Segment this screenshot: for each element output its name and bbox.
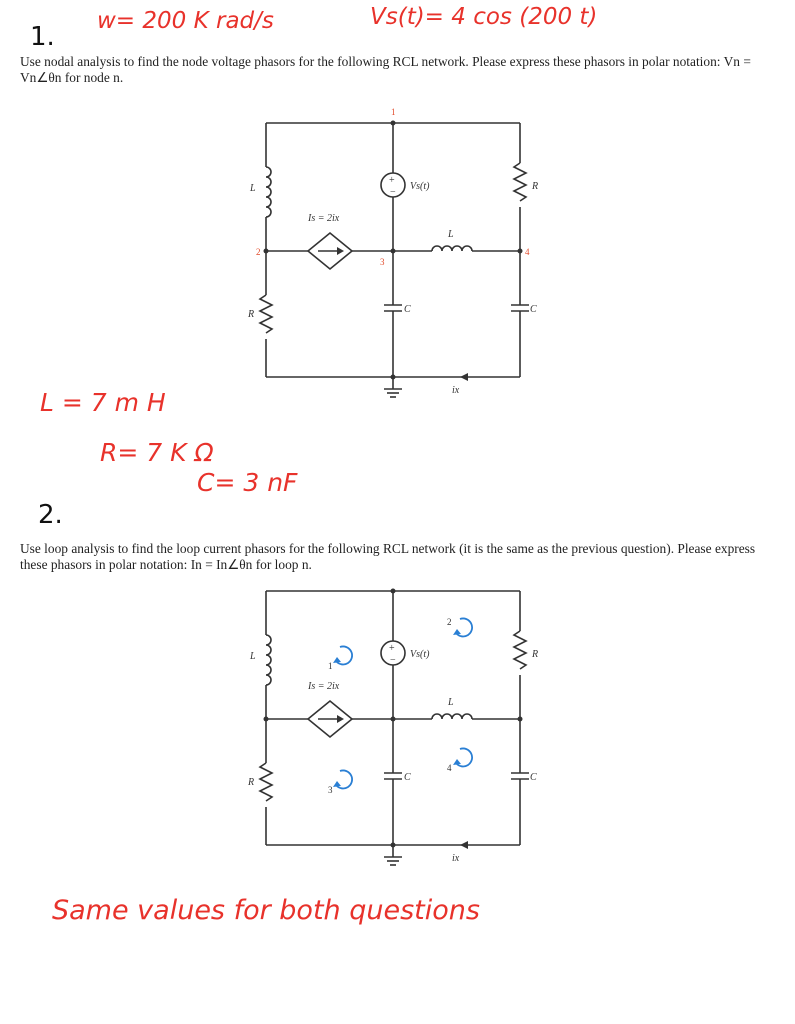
- source-plus-sign: +: [389, 175, 395, 186]
- omega-note: w= 200 K rad/s: [97, 8, 274, 34]
- label-Is: Is = 2ix: [308, 213, 340, 224]
- loop-label-2: 2: [447, 617, 452, 627]
- node-label-4: 4: [525, 247, 530, 257]
- loop-label-1: 1: [328, 661, 333, 671]
- label-Vs: Vs(t): [410, 181, 430, 192]
- node-label-1: 1: [391, 107, 396, 117]
- source-note: Vs(t)= 4 cos (200 t): [370, 4, 598, 30]
- label-R-left: R: [248, 777, 255, 788]
- label-C-middle: C: [404, 772, 411, 783]
- capacitance-value: C= 3 nF: [197, 468, 298, 497]
- source-minus-sign: −: [390, 187, 396, 198]
- label-R-right: R: [532, 181, 539, 192]
- question-1-number: 1.: [30, 22, 55, 52]
- label-L-left: L: [250, 651, 256, 662]
- label-Is: Is = 2ix: [308, 681, 340, 692]
- question-2-text: Use loop analysis to find the loop current phasors for the following RCL network (it is the same as the previous question). Please express these phasors in polar notation: In = In∠θn for loop n.: [20, 541, 756, 572]
- loop-label-4: 4: [447, 763, 452, 773]
- label-L-left: L: [250, 183, 256, 194]
- label-ix: ix: [452, 853, 460, 864]
- inductance-value: L = 7 m H: [40, 388, 166, 417]
- source-minus-sign: −: [390, 655, 396, 666]
- node-label-3: 3: [380, 257, 385, 267]
- label-L-middle: L: [448, 229, 454, 240]
- label-C-middle: C: [404, 304, 411, 315]
- label-Vs: Vs(t): [410, 649, 430, 660]
- label-C-right: C: [530, 772, 537, 783]
- label-R-right: R: [532, 649, 539, 660]
- resistance-value: R= 7 K Ω: [100, 438, 214, 467]
- circuit-diagram-1: [220, 105, 560, 405]
- source-plus-sign: +: [389, 643, 395, 654]
- question-2-number: 2.: [38, 500, 63, 530]
- node-label-2: 2: [256, 247, 261, 257]
- loop-label-3: 3: [328, 785, 333, 795]
- label-R-left: R: [248, 309, 255, 320]
- question-1-text: Use nodal analysis to find the node voltage phasors for the following RCL network. Please express these phasors in polar notation: Vn = Vn∠θn for node n.: [20, 54, 751, 85]
- circuit-diagram-2: [220, 573, 560, 873]
- label-ix: ix: [452, 385, 460, 396]
- label-C-right: C: [530, 304, 537, 315]
- footer-note: Same values for both questions: [52, 895, 480, 926]
- label-L-middle: L: [448, 697, 454, 708]
